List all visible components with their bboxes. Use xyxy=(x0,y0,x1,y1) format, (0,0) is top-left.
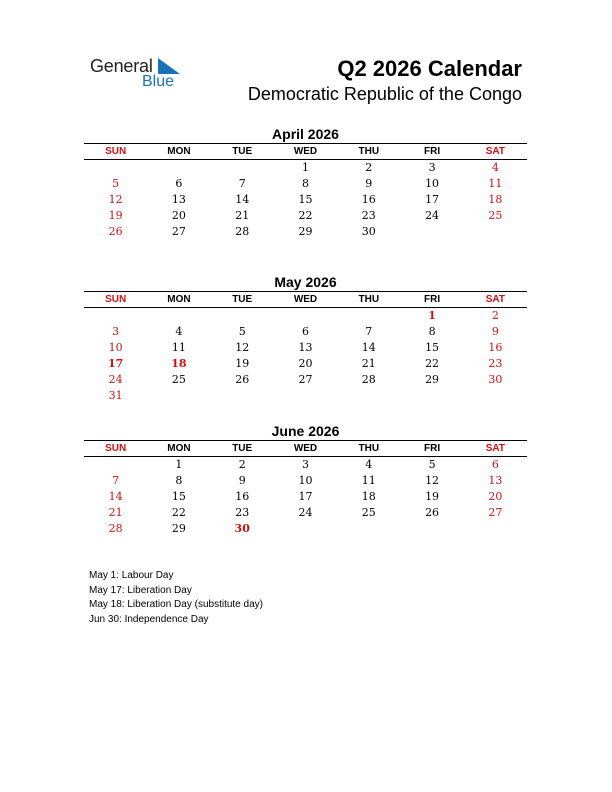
day-cell: 8 xyxy=(301,177,309,190)
weekday-header xyxy=(84,292,527,307)
day-cell: 17 xyxy=(298,490,313,503)
logo-word-blue: Blue xyxy=(142,73,175,90)
empty-day-cell xyxy=(147,160,210,176)
month-title: May 2026 xyxy=(274,274,337,290)
weekday-thu: THU xyxy=(358,443,380,454)
weekday-sun: SUN xyxy=(105,443,127,454)
day-cell: 11 xyxy=(488,177,503,190)
empty-day-cell xyxy=(211,160,274,176)
weekday-fri: FRI xyxy=(424,146,441,157)
holiday-day-cell: 30 xyxy=(234,522,250,535)
day-cell: 1 xyxy=(301,161,309,174)
day-cell: 18 xyxy=(488,193,503,206)
day-cell: 25 xyxy=(361,506,376,519)
weekday-mon: MON xyxy=(167,294,191,305)
empty-day-cell xyxy=(337,308,400,324)
day-cell: 22 xyxy=(425,357,440,370)
day-cell: 6 xyxy=(491,458,499,471)
day-cell: 10 xyxy=(108,341,123,354)
weekday-fri: FRI xyxy=(424,294,441,305)
day-cell: 23 xyxy=(235,506,250,519)
day-cell: 19 xyxy=(425,490,440,503)
empty-day-cell xyxy=(84,160,147,176)
day-cell: 3 xyxy=(428,161,436,174)
day-cell: 12 xyxy=(425,474,440,487)
day-cell: 15 xyxy=(298,193,313,206)
weekday-tue: TUE xyxy=(232,443,253,454)
day-cell: 15 xyxy=(171,490,186,503)
day-cell: 25 xyxy=(488,209,503,222)
weekday-wed: WED xyxy=(293,443,318,454)
weekday-thu: THU xyxy=(358,294,380,305)
holiday-day-cell: 1 xyxy=(428,309,436,322)
page-subtitle: Democratic Republic of the Congo xyxy=(247,84,522,104)
day-cell: 10 xyxy=(425,177,440,190)
weekday-wed: WED xyxy=(293,294,318,305)
day-cell: 1 xyxy=(175,458,183,471)
day-cell: 31 xyxy=(108,389,123,402)
day-cell: 3 xyxy=(112,325,120,338)
day-cell: 20 xyxy=(488,490,503,503)
empty-day-cell xyxy=(84,457,147,473)
empty-day-cell xyxy=(84,308,147,324)
day-cell: 5 xyxy=(112,177,120,190)
day-cell: 27 xyxy=(171,225,186,238)
day-cell: 7 xyxy=(112,474,120,487)
day-cell: 23 xyxy=(361,209,376,222)
day-cell: 11 xyxy=(171,341,186,354)
day-cell: 29 xyxy=(425,373,440,386)
empty-day-cell xyxy=(147,308,210,324)
day-cell: 10 xyxy=(298,474,313,487)
day-cell: 25 xyxy=(171,373,186,386)
weekday-tue: TUE xyxy=(232,294,253,305)
day-cell: 8 xyxy=(175,474,183,487)
day-cell: 5 xyxy=(428,458,436,471)
weekday-sat: SAT xyxy=(485,146,505,157)
day-cell: 28 xyxy=(108,522,123,535)
day-cell: 7 xyxy=(365,325,373,338)
day-cell: 26 xyxy=(108,225,123,238)
holiday-day-cell: 17 xyxy=(107,357,124,370)
weekday-sat: SAT xyxy=(485,294,505,305)
month-april xyxy=(84,125,527,240)
day-cell: 8 xyxy=(428,325,436,338)
weekday-sun: SUN xyxy=(105,146,127,157)
day-cell: 7 xyxy=(238,177,246,190)
day-cell: 24 xyxy=(298,506,313,519)
day-cell: 16 xyxy=(488,341,503,354)
logo xyxy=(90,56,190,96)
day-cell: 3 xyxy=(301,458,309,471)
day-cell: 22 xyxy=(171,506,186,519)
day-cell: 13 xyxy=(171,193,186,206)
holiday-notes xyxy=(89,569,263,627)
day-cell: 4 xyxy=(491,161,499,174)
day-cell: 21 xyxy=(361,357,376,370)
day-cell: 27 xyxy=(298,373,313,386)
day-cell: 12 xyxy=(108,193,123,206)
logo-word-general: General xyxy=(90,56,153,76)
day-cell: 17 xyxy=(425,193,440,206)
day-cell: 26 xyxy=(425,506,440,519)
weekday-sat: SAT xyxy=(485,443,505,454)
day-cell: 9 xyxy=(238,474,246,487)
day-cell: 4 xyxy=(365,458,373,471)
holiday-day-cell: 18 xyxy=(171,357,187,370)
empty-day-cell xyxy=(274,308,337,324)
day-cell: 21 xyxy=(108,506,123,519)
day-cell: 6 xyxy=(301,325,309,338)
day-cell: 11 xyxy=(361,474,376,487)
weekday-sun: SUN xyxy=(105,294,127,305)
empty-day-cell xyxy=(211,308,274,324)
day-cell: 16 xyxy=(361,193,376,206)
weekday-mon: MON xyxy=(167,146,191,157)
weekday-thu: THU xyxy=(358,146,380,157)
holiday-note: May 18: Liberation Day (substitute day) xyxy=(89,599,263,610)
day-grid xyxy=(84,308,527,404)
day-cell: 22 xyxy=(298,209,313,222)
day-cell: 14 xyxy=(108,490,123,503)
day-cell: 29 xyxy=(171,522,186,535)
holiday-note: Jun 30: Independence Day xyxy=(89,613,209,625)
day-cell: 20 xyxy=(171,209,186,222)
day-cell: 14 xyxy=(361,341,376,354)
day-cell: 24 xyxy=(425,209,440,222)
day-cell: 30 xyxy=(361,225,376,238)
day-cell: 13 xyxy=(298,341,313,354)
day-cell: 2 xyxy=(491,309,499,322)
day-cell: 9 xyxy=(365,177,373,190)
weekday-header xyxy=(84,441,527,456)
day-cell: 28 xyxy=(361,373,376,386)
day-cell: 18 xyxy=(361,490,376,503)
day-cell: 23 xyxy=(488,357,503,370)
day-cell: 5 xyxy=(238,325,246,338)
day-grid xyxy=(84,160,527,240)
day-cell: 29 xyxy=(298,225,313,238)
weekday-header xyxy=(84,144,527,159)
weekday-tue: TUE xyxy=(232,146,253,157)
day-cell: 4 xyxy=(175,325,183,338)
day-cell: 30 xyxy=(488,373,503,386)
day-cell: 2 xyxy=(238,458,246,471)
day-cell: 6 xyxy=(175,177,183,190)
month-title: April 2026 xyxy=(272,126,339,142)
page-title: Q2 2026 Calendar xyxy=(337,56,522,81)
weekday-wed: WED xyxy=(293,146,318,157)
day-cell: 9 xyxy=(491,325,499,338)
logo-triangle-icon xyxy=(154,58,180,74)
day-cell: 19 xyxy=(235,357,250,370)
day-cell: 13 xyxy=(488,474,503,487)
weekday-mon: MON xyxy=(167,443,191,454)
month-title: June 2026 xyxy=(271,423,340,439)
day-cell: 14 xyxy=(235,193,250,206)
holiday-note: May 1: Labour Day xyxy=(89,570,174,581)
day-cell: 26 xyxy=(235,373,250,386)
month-june xyxy=(84,422,527,537)
day-cell: 19 xyxy=(108,209,123,222)
day-cell: 28 xyxy=(235,225,250,238)
day-cell: 15 xyxy=(425,341,440,354)
day-grid xyxy=(84,457,527,537)
weekday-fri: FRI xyxy=(424,443,441,454)
day-cell: 12 xyxy=(235,341,250,354)
day-cell: 21 xyxy=(235,209,250,222)
day-cell: 2 xyxy=(365,161,373,174)
month-may xyxy=(84,273,527,404)
day-cell: 24 xyxy=(108,373,123,386)
holiday-note: May 17: Liberation Day xyxy=(89,584,192,596)
day-cell: 27 xyxy=(488,506,503,519)
day-cell: 20 xyxy=(298,357,313,370)
day-cell: 16 xyxy=(235,490,250,503)
